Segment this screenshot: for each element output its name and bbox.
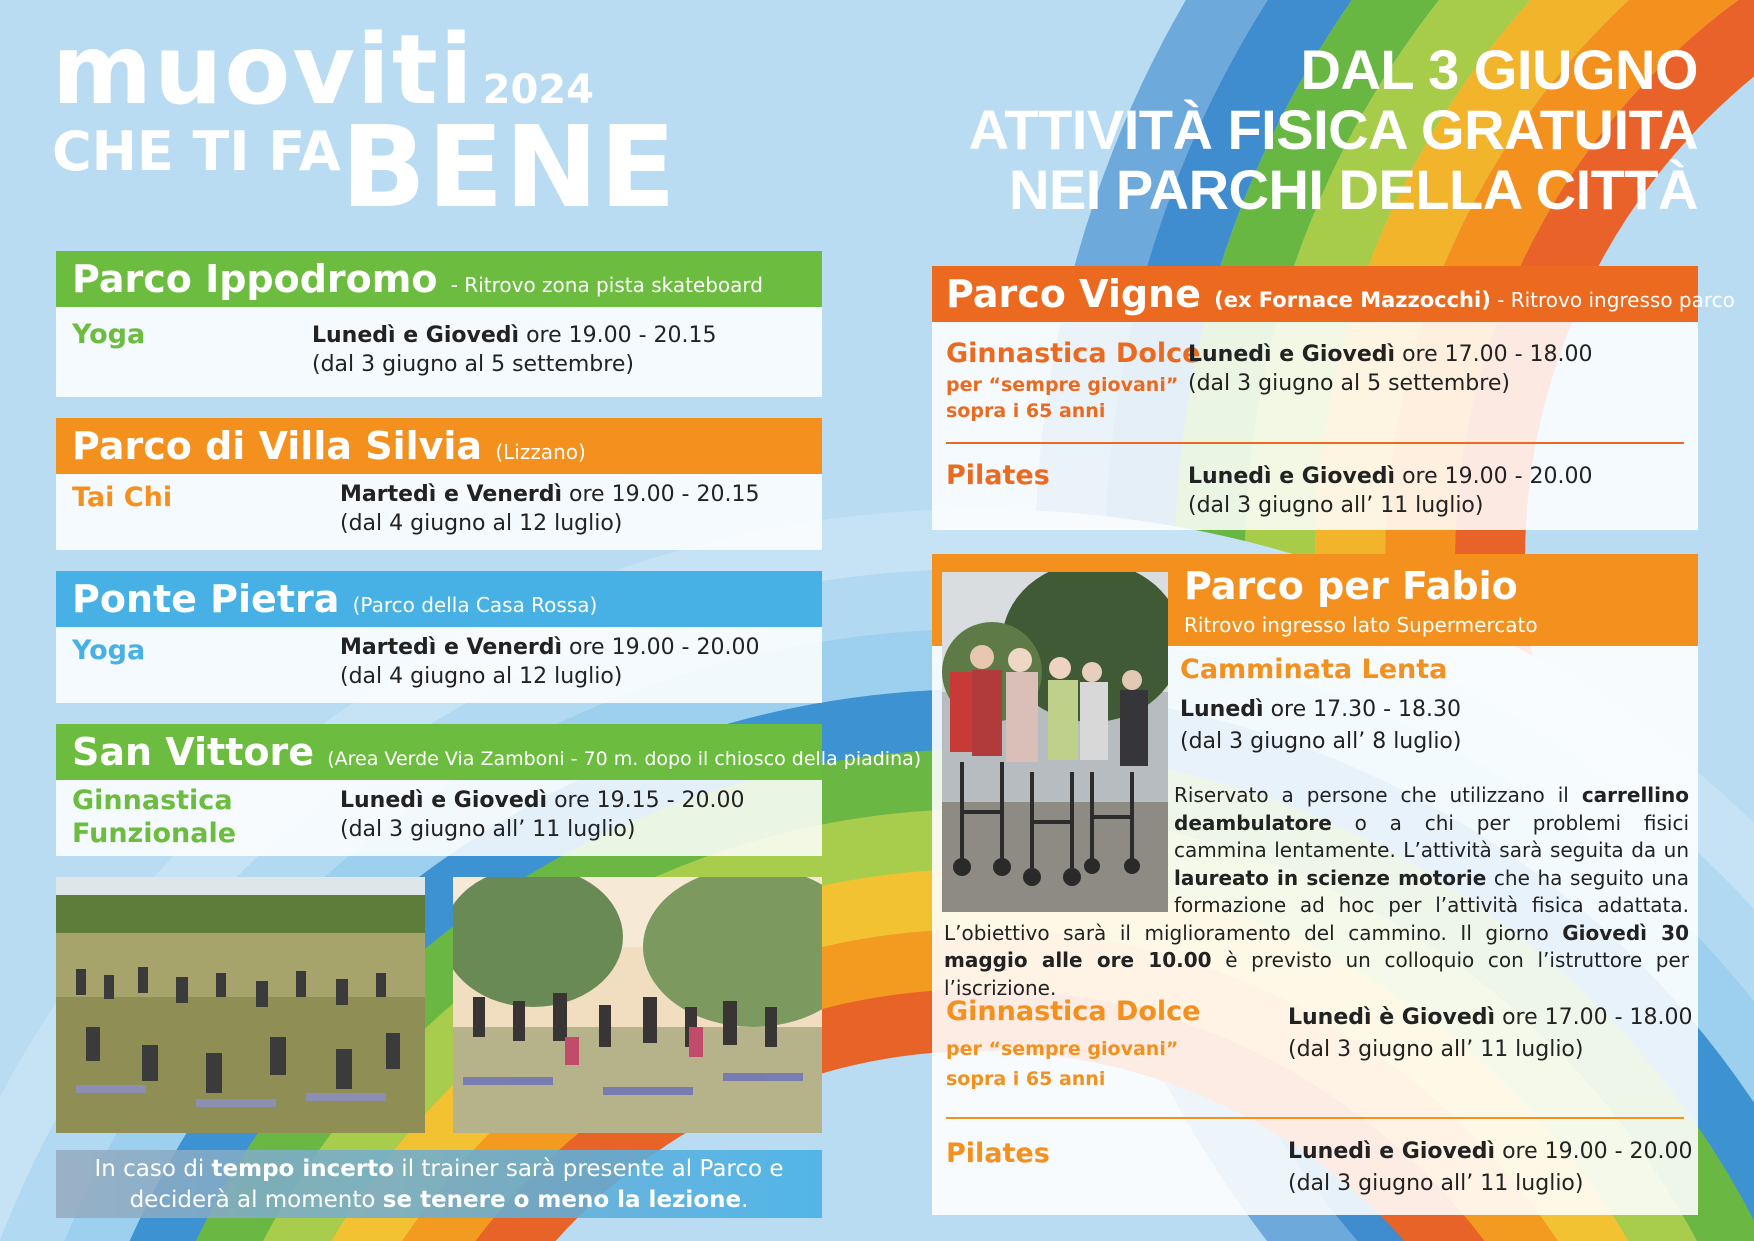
activity-days: Lunedì e Giovedì xyxy=(1288,1139,1496,1164)
desc-bold-f: Giovedì 30 maggio alle ore 10.00 xyxy=(944,920,1689,972)
park-subtitle: (Lizzano) xyxy=(495,440,586,464)
notice-bold-2: se tenere o meno la lezione xyxy=(382,1187,742,1213)
activity-note-line-2: sopra i 65 anni xyxy=(946,1068,1106,1090)
activity-days: Martedì e Venerdì xyxy=(340,482,563,507)
activity-schedule xyxy=(340,786,745,844)
activity-days: Lunedì e Giovedì xyxy=(312,323,520,348)
masthead-logo xyxy=(52,14,677,233)
divider xyxy=(946,442,1684,444)
activity-schedule xyxy=(340,480,759,538)
desc-text-e: che ha seguito una formazione ad hoc per l’attività fisica adattata. L’obiettivo sarà il miglioramento del cammino. Il giorno xyxy=(944,865,1689,945)
notice-text-1: In caso di xyxy=(94,1156,212,1182)
activity-hours: ore 19.00 - 20.15 xyxy=(569,482,760,507)
activity-period: (dal 4 giugno al 12 luglio) xyxy=(340,664,623,689)
park-schedule xyxy=(56,474,822,550)
activity-days: Lunedì è Giovedì xyxy=(1288,1005,1496,1030)
activity-hours: ore 17.00 - 18.00 xyxy=(1402,342,1593,367)
activity-name: Pilates xyxy=(946,1138,1050,1169)
headline-line-3: NEI PARCHI DELLA CITTÀ xyxy=(1009,158,1698,221)
activity-schedule xyxy=(1188,340,1593,398)
park-ippodromo xyxy=(56,251,822,397)
park-schedule xyxy=(56,307,822,397)
activity-days: Martedì e Venerdì xyxy=(340,635,563,660)
yoga-photo-1 xyxy=(56,877,425,1133)
activity-note-line-2: sopra i 65 anni xyxy=(946,400,1106,422)
desc-bold-d: laureato in scienze motorie xyxy=(1174,865,1487,890)
masthead-title-word: muoviti xyxy=(52,14,475,126)
park-header xyxy=(56,571,822,627)
activity-hours: ore 19.00 - 20.15 xyxy=(526,323,717,348)
activity-period: (dal 3 giugno all’ 11 luglio) xyxy=(340,817,636,842)
activity-name: Ginnastica Dolce xyxy=(946,996,1201,1027)
park-schedule xyxy=(56,780,822,856)
activity-period: (dal 3 giugno al 5 settembre) xyxy=(1188,371,1510,396)
park-schedule xyxy=(56,627,822,703)
activity-name: Tai Chi xyxy=(72,482,173,513)
activity-days: Lunedì e Giovedì xyxy=(340,788,548,813)
park-header xyxy=(932,266,1735,322)
park-name: Ponte Pietra xyxy=(72,577,340,621)
activity-name-line-1: Ginnastica xyxy=(72,785,233,816)
activity-days: Lunedì e Giovedì xyxy=(1188,342,1396,367)
park-name: Parco Ippodromo xyxy=(72,257,438,301)
park-subtitle: Ritrovo ingresso lato Supermercato xyxy=(1184,613,1538,637)
activity-note-line-1: per “sempre giovani” xyxy=(946,374,1179,396)
notice-text-4: . xyxy=(741,1187,749,1213)
masthead-che-ti-fa: CHE TI FA xyxy=(52,120,341,183)
activity-schedule xyxy=(340,633,759,691)
activity-name: Yoga xyxy=(72,319,146,350)
park-name: Parco Vigne xyxy=(946,272,1201,316)
activity-schedule xyxy=(1288,1002,1693,1066)
park-subtitle: - Ritrovo zona pista skateboard xyxy=(450,273,763,297)
fabio-description xyxy=(944,782,1689,1002)
activity-schedule xyxy=(1180,694,1461,758)
park-subtitle: (Area Verde Via Zamboni - 70 m. dopo il chiosco della piadina) xyxy=(327,748,922,770)
activity-period: (dal 3 giugno all’ 11 luglio) xyxy=(1288,1171,1584,1196)
headline-line-2: ATTIVITÀ FISICA GRATUITA xyxy=(968,98,1698,161)
park-ponte-pietra xyxy=(56,571,822,703)
park-name: Parco per Fabio xyxy=(1184,564,1518,608)
activity-name: Ginnastica Dolce xyxy=(946,338,1201,369)
activity-note xyxy=(946,372,1178,424)
activity-hours: ore 19.00 - 20.00 xyxy=(1502,1139,1693,1164)
activity-name xyxy=(72,784,236,850)
activity-period: (dal 3 giugno all’ 8 luglio) xyxy=(1180,729,1462,754)
park-name: Parco di Villa Silvia xyxy=(72,424,483,468)
activity-note xyxy=(946,1034,1178,1094)
activity-period: (dal 3 giugno al 5 settembre) xyxy=(312,352,634,377)
notice-text-3: deciderà al momento xyxy=(129,1187,383,1213)
park-villa-silvia xyxy=(56,418,822,550)
activity-schedule xyxy=(312,321,717,379)
headline-line-1: DAL 3 GIUGNO xyxy=(1300,38,1698,101)
activity-days: Lunedì xyxy=(1180,697,1264,722)
activity-note-line-1: per “sempre giovani” xyxy=(946,1038,1179,1060)
notice-bold-1: tempo incerto xyxy=(211,1156,394,1182)
activity-hours: ore 17.30 - 18.30 xyxy=(1270,697,1461,722)
yoga-photo-2 xyxy=(453,877,822,1133)
park-subtitle-2: - Ritrovo ingresso parco xyxy=(1490,288,1735,312)
activity-period: (dal 3 giugno all’ 11 luglio) xyxy=(1288,1037,1584,1062)
park-subtitle-1: (ex Fornace Mazzocchi) xyxy=(1214,288,1491,312)
park-header xyxy=(56,724,922,780)
park-name: San Vittore xyxy=(72,730,315,774)
activity-name: Yoga xyxy=(72,635,146,666)
activity-days: Lunedì e Giovedì xyxy=(1188,464,1396,489)
park-vigne xyxy=(932,266,1735,530)
activity-name: Pilates xyxy=(946,460,1050,491)
masthead-bene: BENE xyxy=(340,103,677,233)
park-header xyxy=(56,251,822,307)
desc-bold-b: carrellino deambulatore xyxy=(1174,783,1689,835)
park-subtitle: (Parco della Casa Rossa) xyxy=(352,593,598,617)
activity-period: (dal 4 giugno al 12 luglio) xyxy=(340,511,623,536)
activity-schedule xyxy=(1188,462,1593,520)
notice-text-2: il trainer sarà presente al Parco e xyxy=(394,1156,784,1182)
activity-name: Camminata Lenta xyxy=(1180,654,1448,685)
activity-name-line-2: Funzionale xyxy=(72,818,237,849)
activity-hours: ore 19.00 - 20.00 xyxy=(569,635,760,660)
desc-text-a: Riservato a persone che utilizzano il xyxy=(1174,783,1582,807)
activity-period: (dal 3 giugno all’ 11 luglio) xyxy=(1188,493,1484,518)
activity-hours: ore 19.00 - 20.00 xyxy=(1402,464,1593,489)
divider xyxy=(946,1117,1684,1119)
photo-float-spacer xyxy=(944,782,1174,914)
activity-hours: ore 17.00 - 18.00 xyxy=(1502,1005,1693,1030)
park-schedule xyxy=(932,322,1698,530)
weather-notice xyxy=(56,1150,822,1218)
activity-hours: ore 19.15 - 20.00 xyxy=(554,788,745,813)
park-header xyxy=(56,418,822,474)
activity-schedule xyxy=(1288,1136,1693,1200)
desc-text-g: è previsto un colloquio con l’istruttore per l’iscrizione. xyxy=(944,948,1689,1000)
masthead-year: 2024 xyxy=(482,67,594,113)
park-san-vittore xyxy=(56,724,922,856)
headline xyxy=(969,40,1698,220)
desc-text-c: o a chi per problemi fisici cammina lentamente. L’attività sarà seguita da un xyxy=(1174,810,1689,862)
